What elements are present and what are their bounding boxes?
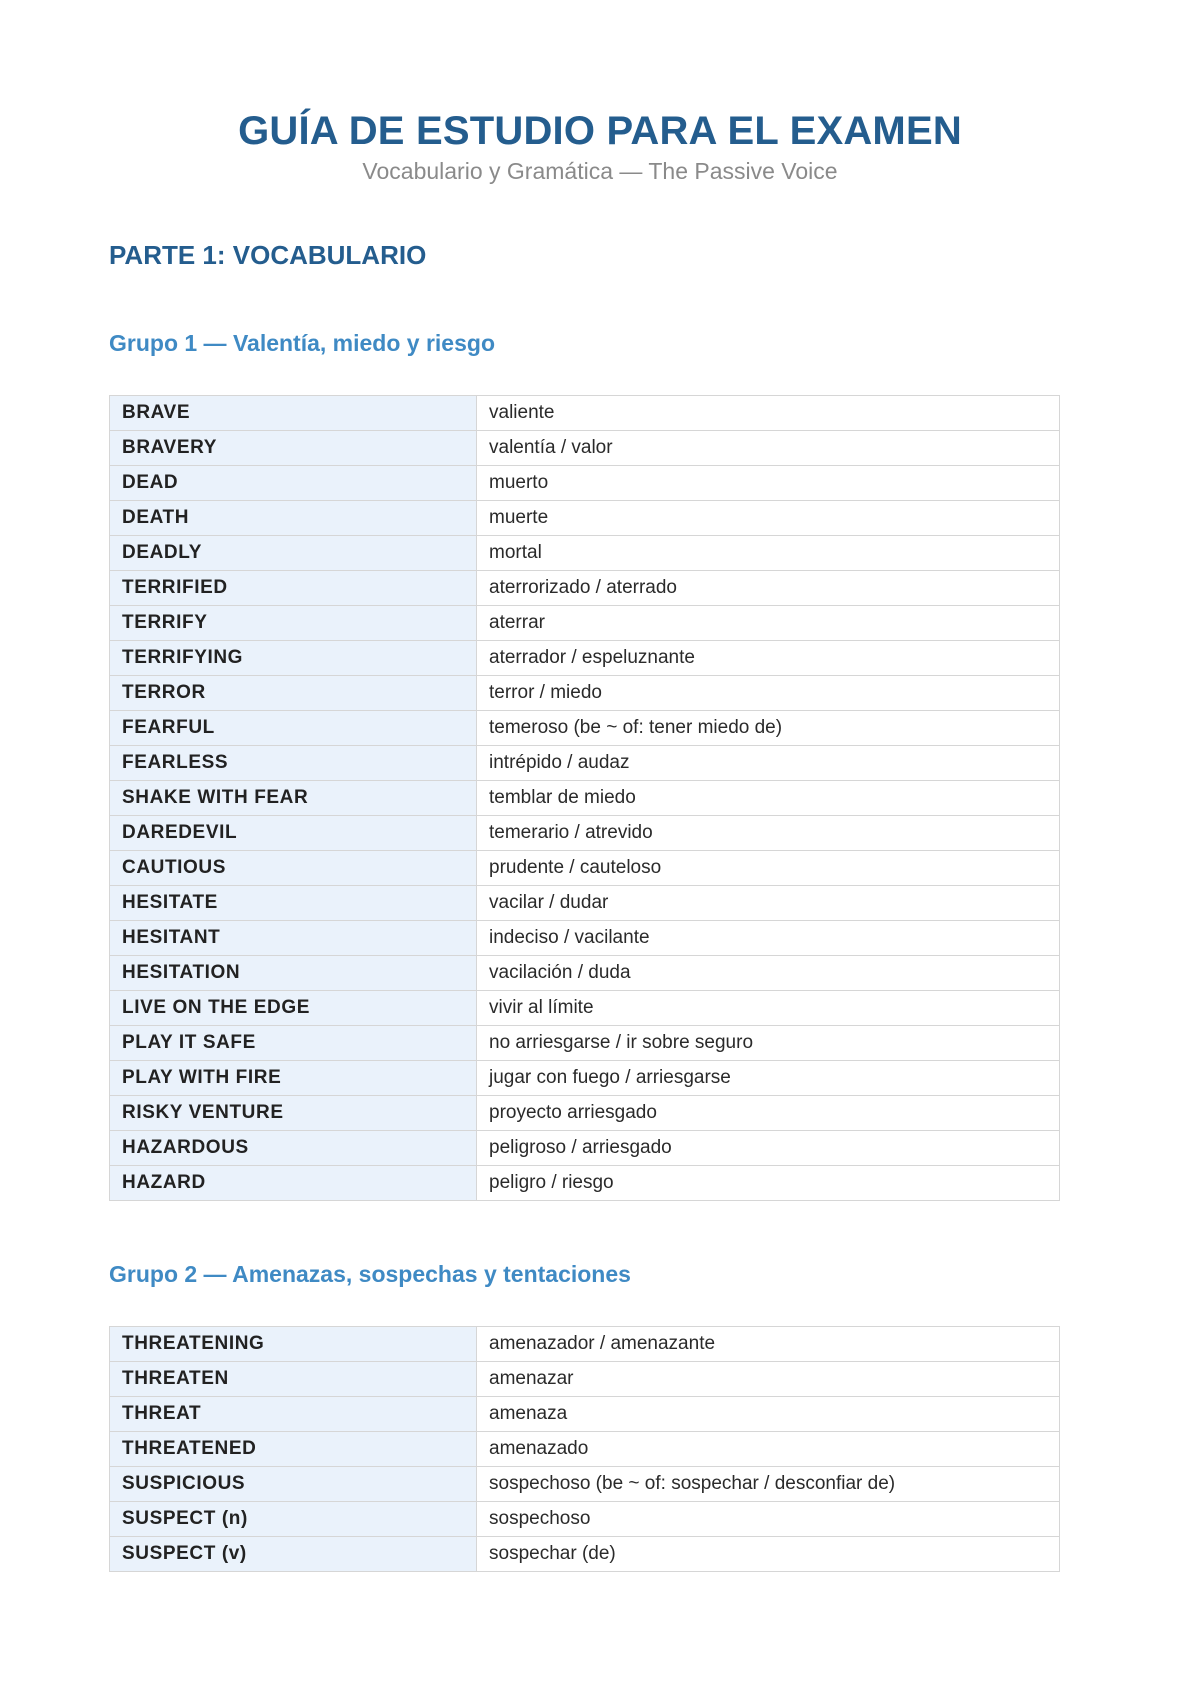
spanish-translation: vacilar / dudar	[477, 886, 1060, 921]
spanish-translation: no arriesgarse / ir sobre seguro	[477, 1026, 1060, 1061]
group-1-heading: Grupo 1 — Valentía, miedo y riesgo	[109, 330, 495, 356]
vocab-row	[110, 1026, 1060, 1061]
spanish-translation: sospechoso (be ~ of: sospechar / desconfiar de)	[477, 1467, 1060, 1502]
english-term: THREAT	[110, 1397, 477, 1432]
spanish-translation: vivir al límite	[477, 991, 1060, 1026]
spanish-translation: terror / miedo	[477, 676, 1060, 711]
english-term: LIVE ON THE EDGE	[110, 991, 477, 1026]
spanish-translation: amenaza	[477, 1397, 1060, 1432]
english-term: CAUTIOUS	[110, 851, 477, 886]
spanish-translation: amenazar	[477, 1362, 1060, 1397]
vocab-row	[110, 1502, 1060, 1537]
vocab-row	[110, 816, 1060, 851]
group-2-heading: Grupo 2 — Amenazas, sospechas y tentaciones	[109, 1261, 631, 1287]
vocab-row	[110, 1467, 1060, 1502]
vocab-row	[110, 1061, 1060, 1096]
english-term: FEARLESS	[110, 746, 477, 781]
vocab-row	[110, 641, 1060, 676]
english-term: SUSPICIOUS	[110, 1467, 477, 1502]
vocab-row	[110, 851, 1060, 886]
vocab-row	[110, 1166, 1060, 1201]
english-term: PLAY WITH FIRE	[110, 1061, 477, 1096]
spanish-translation: prudente / cauteloso	[477, 851, 1060, 886]
vocab-row	[110, 886, 1060, 921]
vocabulary-table-group-2	[109, 1326, 1060, 1572]
vocab-row	[110, 501, 1060, 536]
english-term: HAZARD	[110, 1166, 477, 1201]
vocab-row	[110, 1131, 1060, 1166]
vocabulary-table-group-1	[109, 395, 1060, 1201]
vocab-row	[110, 606, 1060, 641]
vocab-row	[110, 431, 1060, 466]
vocab-row	[110, 1397, 1060, 1432]
spanish-translation: indeciso / vacilante	[477, 921, 1060, 956]
english-term: DEATH	[110, 501, 477, 536]
document-title: GUÍA DE ESTUDIO PARA EL EXAMEN	[238, 109, 962, 153]
spanish-translation: temerario / atrevido	[477, 816, 1060, 851]
vocab-row	[110, 466, 1060, 501]
spanish-translation: sospechar (de)	[477, 1537, 1060, 1572]
english-term: TERRIFY	[110, 606, 477, 641]
english-term: HESITATION	[110, 956, 477, 991]
vocab-row	[110, 1096, 1060, 1131]
vocab-row	[110, 1537, 1060, 1572]
spanish-translation: muerte	[477, 501, 1060, 536]
english-term: SHAKE WITH FEAR	[110, 781, 477, 816]
spanish-translation: peligro / riesgo	[477, 1166, 1060, 1201]
english-term: TERROR	[110, 676, 477, 711]
vocab-row	[110, 1362, 1060, 1397]
vocabulary-table-body	[110, 396, 1060, 1201]
vocab-row	[110, 396, 1060, 431]
vocab-row	[110, 536, 1060, 571]
english-term: TERRIFIED	[110, 571, 477, 606]
spanish-translation: temeroso (be ~ of: tener miedo de)	[477, 711, 1060, 746]
spanish-translation: proyecto arriesgado	[477, 1096, 1060, 1131]
spanish-translation: valiente	[477, 396, 1060, 431]
english-term: FEARFUL	[110, 711, 477, 746]
english-term: HAZARDOUS	[110, 1131, 477, 1166]
spanish-translation: intrépido / audaz	[477, 746, 1060, 781]
english-term: BRAVE	[110, 396, 477, 431]
document-subtitle: Vocabulario y Gramática — The Passive Voice	[362, 158, 838, 184]
english-term: BRAVERY	[110, 431, 477, 466]
english-term: SUSPECT (n)	[110, 1502, 477, 1537]
english-term: HESITANT	[110, 921, 477, 956]
spanish-translation: sospechoso	[477, 1502, 1060, 1537]
vocab-row	[110, 781, 1060, 816]
vocab-row	[110, 991, 1060, 1026]
english-term: HESITATE	[110, 886, 477, 921]
english-term: THREATEN	[110, 1362, 477, 1397]
vocab-row	[110, 956, 1060, 991]
spanish-translation: peligroso / arriesgado	[477, 1131, 1060, 1166]
english-term: DEAD	[110, 466, 477, 501]
english-term: TERRIFYING	[110, 641, 477, 676]
vocab-row	[110, 746, 1060, 781]
spanish-translation: temblar de miedo	[477, 781, 1060, 816]
english-term: RISKY VENTURE	[110, 1096, 477, 1131]
english-term: SUSPECT (v)	[110, 1537, 477, 1572]
english-term: DAREDEVIL	[110, 816, 477, 851]
vocabulary-table-body	[110, 1327, 1060, 1572]
spanish-translation: amenazador / amenazante	[477, 1327, 1060, 1362]
english-term: THREATENED	[110, 1432, 477, 1467]
spanish-translation: jugar con fuego / arriesgarse	[477, 1061, 1060, 1096]
spanish-translation: mortal	[477, 536, 1060, 571]
english-term: DEADLY	[110, 536, 477, 571]
vocab-row	[110, 676, 1060, 711]
spanish-translation: vacilación / duda	[477, 956, 1060, 991]
spanish-translation: muerto	[477, 466, 1060, 501]
spanish-translation: aterrador / espeluznante	[477, 641, 1060, 676]
vocab-row	[110, 711, 1060, 746]
english-term: PLAY IT SAFE	[110, 1026, 477, 1061]
vocab-row	[110, 1432, 1060, 1467]
spanish-translation: aterrorizado / aterrado	[477, 571, 1060, 606]
spanish-translation: valentía / valor	[477, 431, 1060, 466]
spanish-translation: amenazado	[477, 1432, 1060, 1467]
spanish-translation: aterrar	[477, 606, 1060, 641]
english-term: THREATENING	[110, 1327, 477, 1362]
vocab-row	[110, 1327, 1060, 1362]
vocab-row	[110, 571, 1060, 606]
part-heading: PARTE 1: VOCABULARIO	[109, 240, 427, 270]
vocab-row	[110, 921, 1060, 956]
